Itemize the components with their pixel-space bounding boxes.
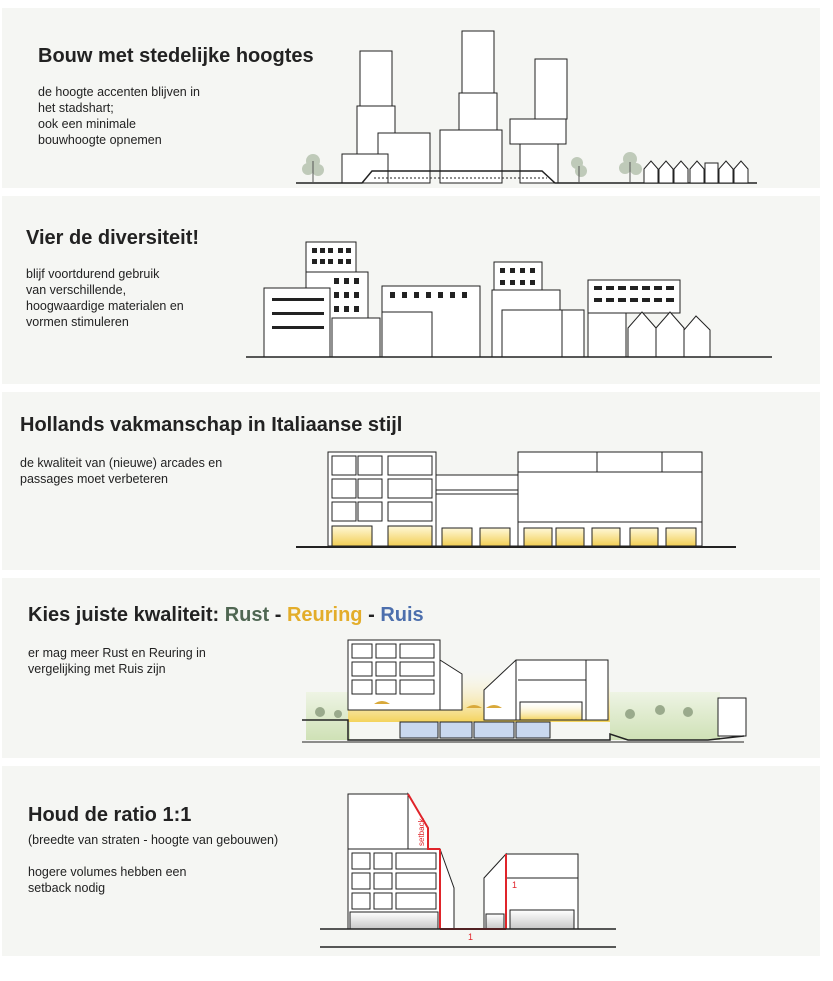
description-line: passages moet verbeteren: [20, 472, 169, 486]
description-line: het stadshart;: [38, 101, 114, 115]
diverse-facades-illustration: [242, 240, 782, 365]
panel-description: [28, 645, 206, 677]
description-line: er mag meer Rust en Reuring in: [28, 646, 206, 660]
panel-description: [28, 864, 186, 896]
panel-title: Houd de ratio 1:1: [28, 804, 192, 826]
street-ratio-illustration: [314, 788, 624, 956]
subtitle-line: (breedte van straten - hoogte van gebouwen): [28, 833, 279, 847]
description-line: setback nodig: [28, 881, 106, 895]
ratio-height-label: 1: [512, 880, 518, 890]
ratio-width-label: 1: [468, 932, 474, 942]
title-separator: -: [269, 604, 287, 626]
quality-zones-illustration: [298, 630, 748, 748]
description-line: van verschillende,: [26, 283, 127, 297]
title-ruis: Ruis: [380, 604, 424, 626]
description-line: hoogwaardige materialen en: [26, 299, 184, 313]
setback-label: setback: [417, 818, 426, 846]
panel-title: Bouw met stedelijke hoogtes: [38, 45, 314, 67]
panel-title: [28, 604, 424, 627]
title-reuring: Reuring: [286, 604, 363, 626]
panel-title: Vier de diversiteit!: [26, 227, 200, 249]
panel-description: [38, 84, 200, 148]
panel-urban-heights: [2, 8, 820, 188]
title-rust: Rust: [224, 604, 270, 626]
panel-description: [26, 266, 184, 330]
panel-diversity: [2, 196, 820, 384]
title-prefix: Kies juiste kwaliteit:: [28, 604, 225, 626]
description-line: de hoogte accenten blijven in: [38, 85, 200, 99]
panel-title: Hollands vakmanschap in Italiaanse stijl: [20, 414, 403, 436]
description-line: vergelijking met Ruis zijn: [28, 662, 166, 676]
description-line: vormen stimuleren: [26, 315, 129, 329]
arcade-facade-illustration: [292, 442, 742, 552]
panel-arcades: [2, 392, 820, 570]
panel-subtitle: [28, 832, 278, 848]
description-line: de kwaliteit van (nieuwe) arcades en: [20, 456, 223, 470]
skyline-heights-illustration: [292, 26, 762, 186]
panel-quality: [2, 578, 820, 758]
title-separator: -: [362, 604, 381, 626]
description-line: ook een minimale: [38, 117, 136, 131]
description-line: blijf voortdurend gebruik: [26, 267, 160, 281]
panel-ratio: [2, 766, 820, 956]
description-line: hogere volumes hebben een: [28, 865, 187, 879]
panel-description: [20, 455, 222, 487]
description-line: bouwhoogte opnemen: [38, 133, 162, 147]
